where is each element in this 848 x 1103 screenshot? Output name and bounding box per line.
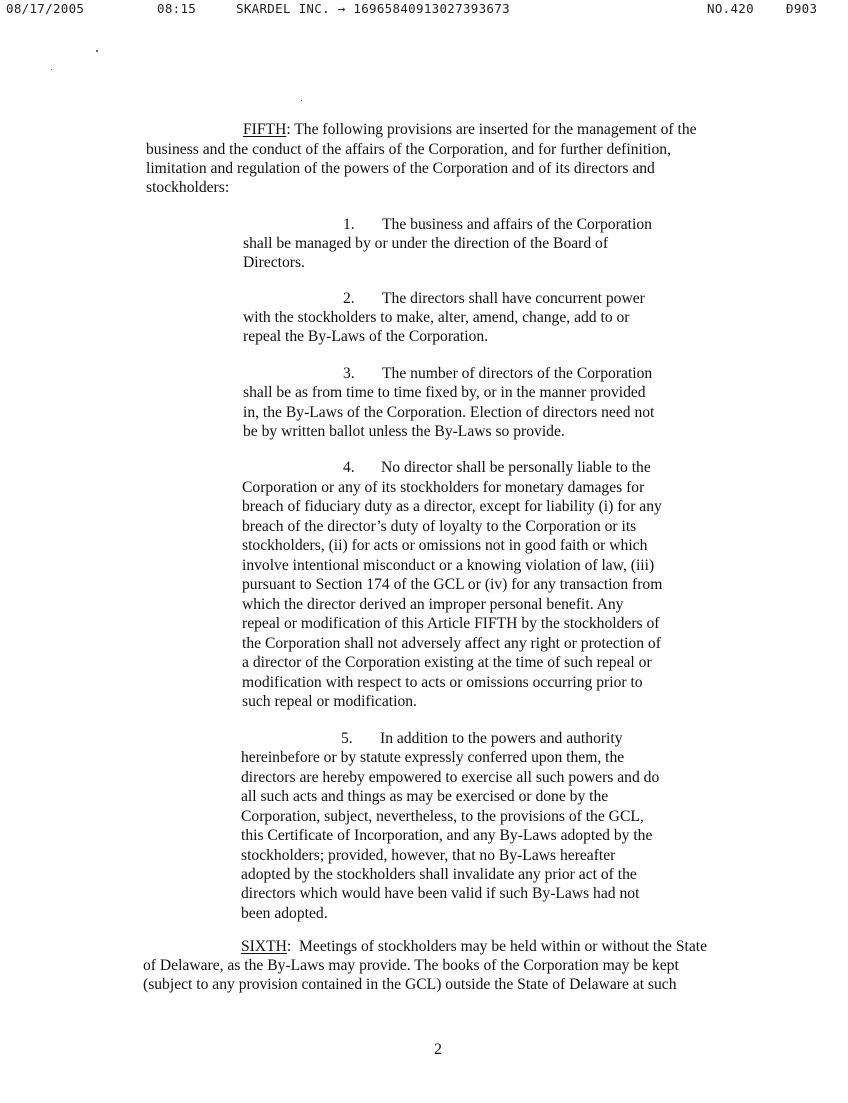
item-number: 3. [343, 365, 355, 382]
article-fifth-intro-line: FIFTH: The following provisions are inserted for the management of the [243, 121, 697, 138]
item-line: The business and affairs of the Corporation [382, 216, 652, 233]
fax-date: 08/17/2005 [6, 1, 85, 16]
item-line: Directors. [243, 254, 305, 271]
page-number: 2 [434, 1041, 442, 1058]
item-line: shall be managed by or under the direction of the Board of [243, 235, 609, 252]
item-line: shall be as from time to time fixed by, or in the manner provided [243, 384, 646, 401]
item-line: modification with respect to acts or omissions occurring prior to [242, 674, 643, 691]
item-line: breach of the director’s duty of loyalty to the Corporation or its [242, 518, 637, 535]
article-sixth-line: (subject to any provision contained in the GCL) outside the State of Delaware at such [143, 976, 677, 993]
item-line: such repeal or modification. [242, 693, 417, 710]
item-line: hereinbefore or by statute expressly conferred upon them, the [241, 749, 625, 766]
scan-speck [301, 100, 302, 101]
article-sixth-intro-line: SIXTH: Meetings of stockholders may be held within or without the State [241, 938, 708, 955]
scan-speck [96, 50, 98, 52]
item-line: this Certificate of Incorporation, and any By-Laws adopted by the [241, 827, 653, 844]
fax-header [0, 1, 848, 17]
item-number: 5. [341, 730, 353, 747]
item-line: stockholders, (ii) for acts or omissions not in good faith or which [242, 537, 648, 554]
item-line: stockholders; provided, however, that no By-Laws hereafter [241, 847, 616, 864]
item-line: all such acts and things as may be exercised or done by the [241, 788, 609, 805]
article-sixth-line: of Delaware, as the By-Laws may provide. The books of the Corporation may be kept [143, 957, 679, 974]
article-fifth-line: business and the conduct of the affairs of the Corporation, and for further definition, [146, 141, 671, 158]
item-line: breach of fiduciary duty as a director, except for liability (i) for any [242, 498, 662, 515]
item-number: 4. [343, 459, 355, 476]
article-fifth-line: limitation and regulation of the powers of the Corporation and of its directors and [146, 160, 655, 177]
item-line: Corporation, subject, nevertheless, to the provisions of the GCL, [241, 808, 644, 825]
item-line: in, the By-Laws of the Corporation. Election of directors need not [243, 404, 655, 421]
item-line: In addition to the powers and authority [380, 730, 623, 747]
fax-number: NO.420 [707, 1, 754, 16]
item-line: with the stockholders to make, alter, amend, change, add to or [243, 309, 630, 326]
fax-sender: SKARDEL INC. → 16965840913027393673 [236, 1, 510, 16]
article-fifth-line: stockholders: [146, 179, 230, 196]
item-line: pursuant to Section 174 of the GCL or (iv) for any transaction from [242, 576, 663, 593]
fax-time: 08:15 [157, 1, 197, 16]
item-number: 1. [343, 216, 355, 233]
item-line: repeal the By-Laws of the Corporation. [243, 328, 489, 345]
article-sixth-heading: SIXTH [241, 938, 287, 955]
item-line: a director of the Corporation existing at the time of such repeal or [242, 654, 652, 671]
item-line: directors are hereby empowered to exercise all such powers and do [241, 769, 660, 786]
article-fifth-heading: FIFTH [243, 121, 287, 138]
item-line: which the director derived an improper personal benefit. Any [242, 596, 624, 613]
item-line: directors which would have been valid if such By-Laws had not [241, 885, 640, 902]
item-line: been adopted. [241, 905, 328, 922]
item-line: be by written ballot unless the By-Laws so provide. [243, 423, 565, 440]
scan-speck [51, 69, 52, 70]
fax-page: Đ903 [786, 1, 818, 16]
item-line: adopted by the stockholders shall invalidate any prior act of the [241, 866, 637, 883]
item-line: Corporation or any of its stockholders for monetary damages for [242, 479, 645, 496]
item-line: the Corporation shall not adversely affect any right or protection of [242, 635, 661, 652]
item-line: The number of directors of the Corporation [382, 365, 653, 382]
item-line: No director shall be personally liable to the [381, 459, 651, 476]
item-line: repeal or modification of this Article FIFTH by the stockholders of [242, 615, 660, 632]
item-line: involve intentional misconduct or a knowing violation of law, (iii) [242, 557, 655, 574]
item-number: 2. [343, 290, 355, 307]
item-line: The directors shall have concurrent power [382, 290, 645, 307]
